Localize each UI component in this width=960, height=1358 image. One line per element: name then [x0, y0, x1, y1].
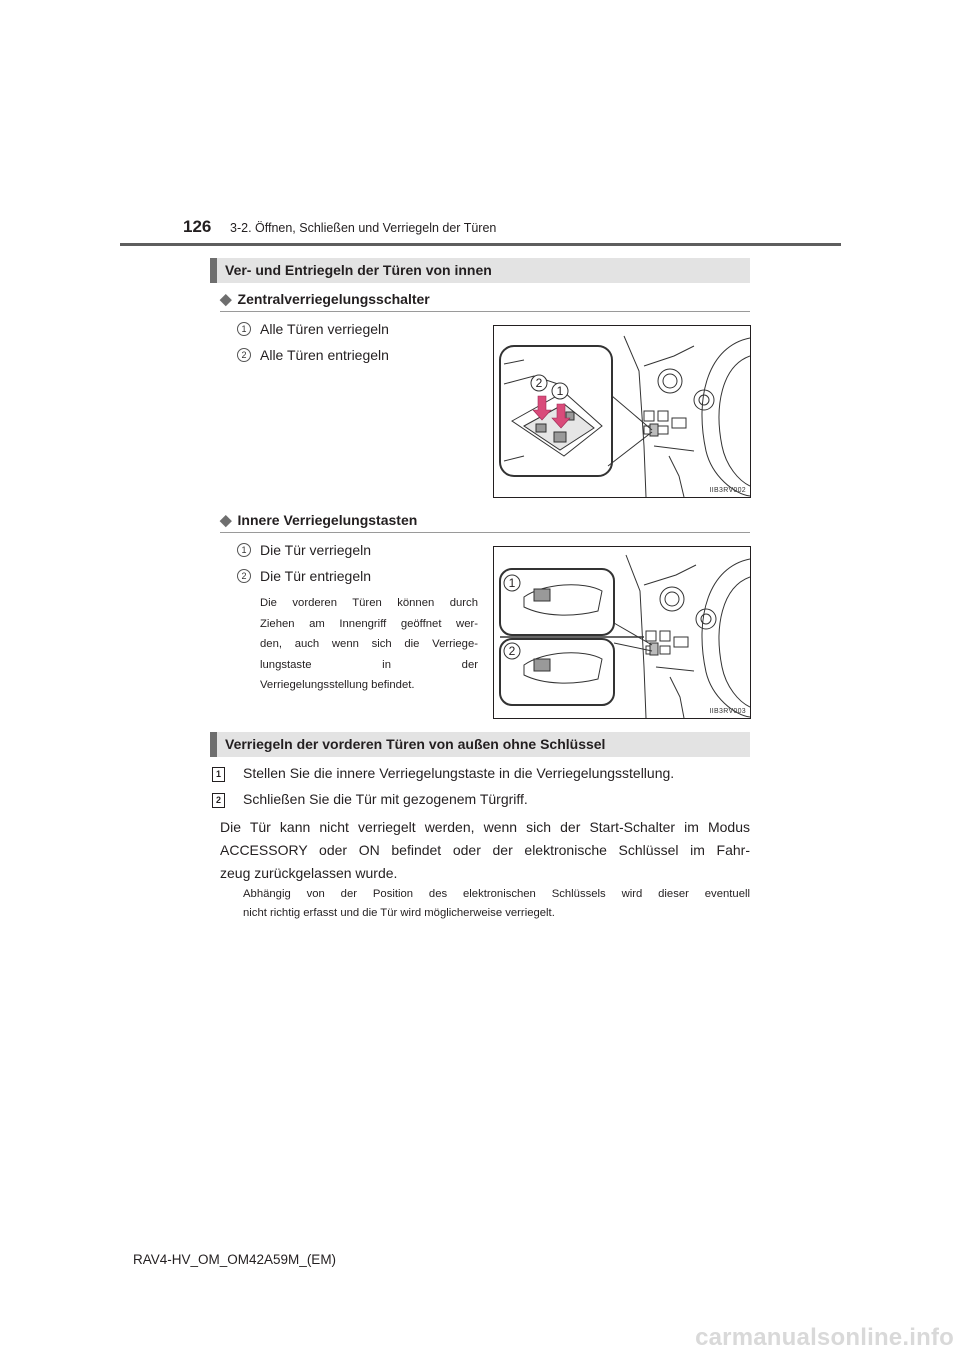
note-line: Abhängig von der Position des elektronischen Schlüssels wird dieser eventuell — [243, 888, 750, 900]
diamond-icon: ◆ — [220, 291, 232, 308]
paragraph-line: zeug zurückgelassen wurde. — [220, 865, 398, 881]
note-line: Verriegelungsstellung befindet. — [260, 679, 415, 691]
subheading-rule — [220, 532, 750, 533]
figure-illustration — [494, 547, 750, 718]
watermark: carmanualsonline.info — [695, 1324, 954, 1351]
figure-illustration — [494, 326, 750, 497]
section-title: Verriegeln der vorderen Türen von außen ohne Schlüssel — [225, 736, 606, 752]
subheading-inner-lock-buttons — [220, 511, 417, 529]
subheading-text: Zentralverriegelungsschalter — [237, 291, 430, 307]
callout-number: 1 — [237, 543, 251, 557]
callout-label: 2 — [535, 376, 543, 390]
item-text: Alle Türen entriegeln — [260, 347, 389, 363]
note-line: nicht richtig erfasst und die Tür wird möglicherweise verriegelt. — [243, 906, 555, 919]
step-number: 2 — [212, 793, 225, 808]
paragraph-line: ACCESSORY oder ON befindet oder der elektronische Schlüssel im Fahr- — [220, 842, 750, 858]
figure-code: IIB3RV002 — [709, 487, 746, 494]
item-text: Alle Türen verriegeln — [260, 321, 389, 337]
section-heading-outside — [210, 732, 750, 757]
diamond-icon: ◆ — [220, 512, 232, 529]
step-text: Stellen Sie die innere Verriegelungstaste in die Verriegelungsstellung. — [243, 765, 675, 781]
document-id: RAV4-HV_OM_OM42A59M_(EM) — [133, 1252, 337, 1267]
subheading-central-lock — [220, 290, 430, 308]
item-text: Die Tür verriegeln — [260, 542, 372, 558]
note-line: Ziehen am Innengriff geöffnet wer- — [260, 617, 478, 630]
item-text: Die Tür entriegeln — [260, 568, 372, 584]
running-title: 3-2. Öffnen, Schließen und Verriegeln der Türen — [230, 221, 497, 235]
note-line: den, auch wenn sich die Verriege- — [260, 638, 478, 650]
step-number: 1 — [212, 767, 225, 782]
section-title: Ver- und Entriegeln der Türen von innen — [225, 262, 492, 278]
page-number: 126 — [183, 217, 212, 236]
section-heading-inside — [210, 258, 750, 283]
step-text: Schließen Sie die Tür mit gezogenem Türgriff. — [243, 791, 528, 807]
callout-label: 2 — [508, 644, 516, 658]
header-rule — [120, 243, 841, 246]
inner-lock-note — [260, 593, 478, 696]
paragraph-line: Die Tür kann nicht verriegelt werden, wenn sich der Start-Schalter im Modus — [220, 819, 750, 835]
figure-central-lock-switch — [493, 325, 751, 498]
callout-number: 2 — [237, 569, 251, 583]
figure-code: IIB3RV003 — [709, 708, 746, 715]
note-line: lungstaste in der — [260, 658, 478, 671]
subheading-rule — [220, 311, 750, 312]
subheading-text: Innere Verriegelungstasten — [237, 512, 418, 528]
section-accent — [210, 732, 217, 757]
figure-inner-lock-buttons — [493, 546, 751, 719]
callout-number: 2 — [237, 348, 251, 362]
note-line: Die vorderen Türen können durch — [260, 597, 478, 609]
callout-label: 1 — [508, 576, 516, 590]
body-paragraph — [220, 816, 750, 885]
position-note — [243, 885, 750, 922]
section-accent — [210, 258, 217, 283]
callout-label: 1 — [556, 384, 564, 398]
callout-number: 1 — [237, 322, 251, 336]
